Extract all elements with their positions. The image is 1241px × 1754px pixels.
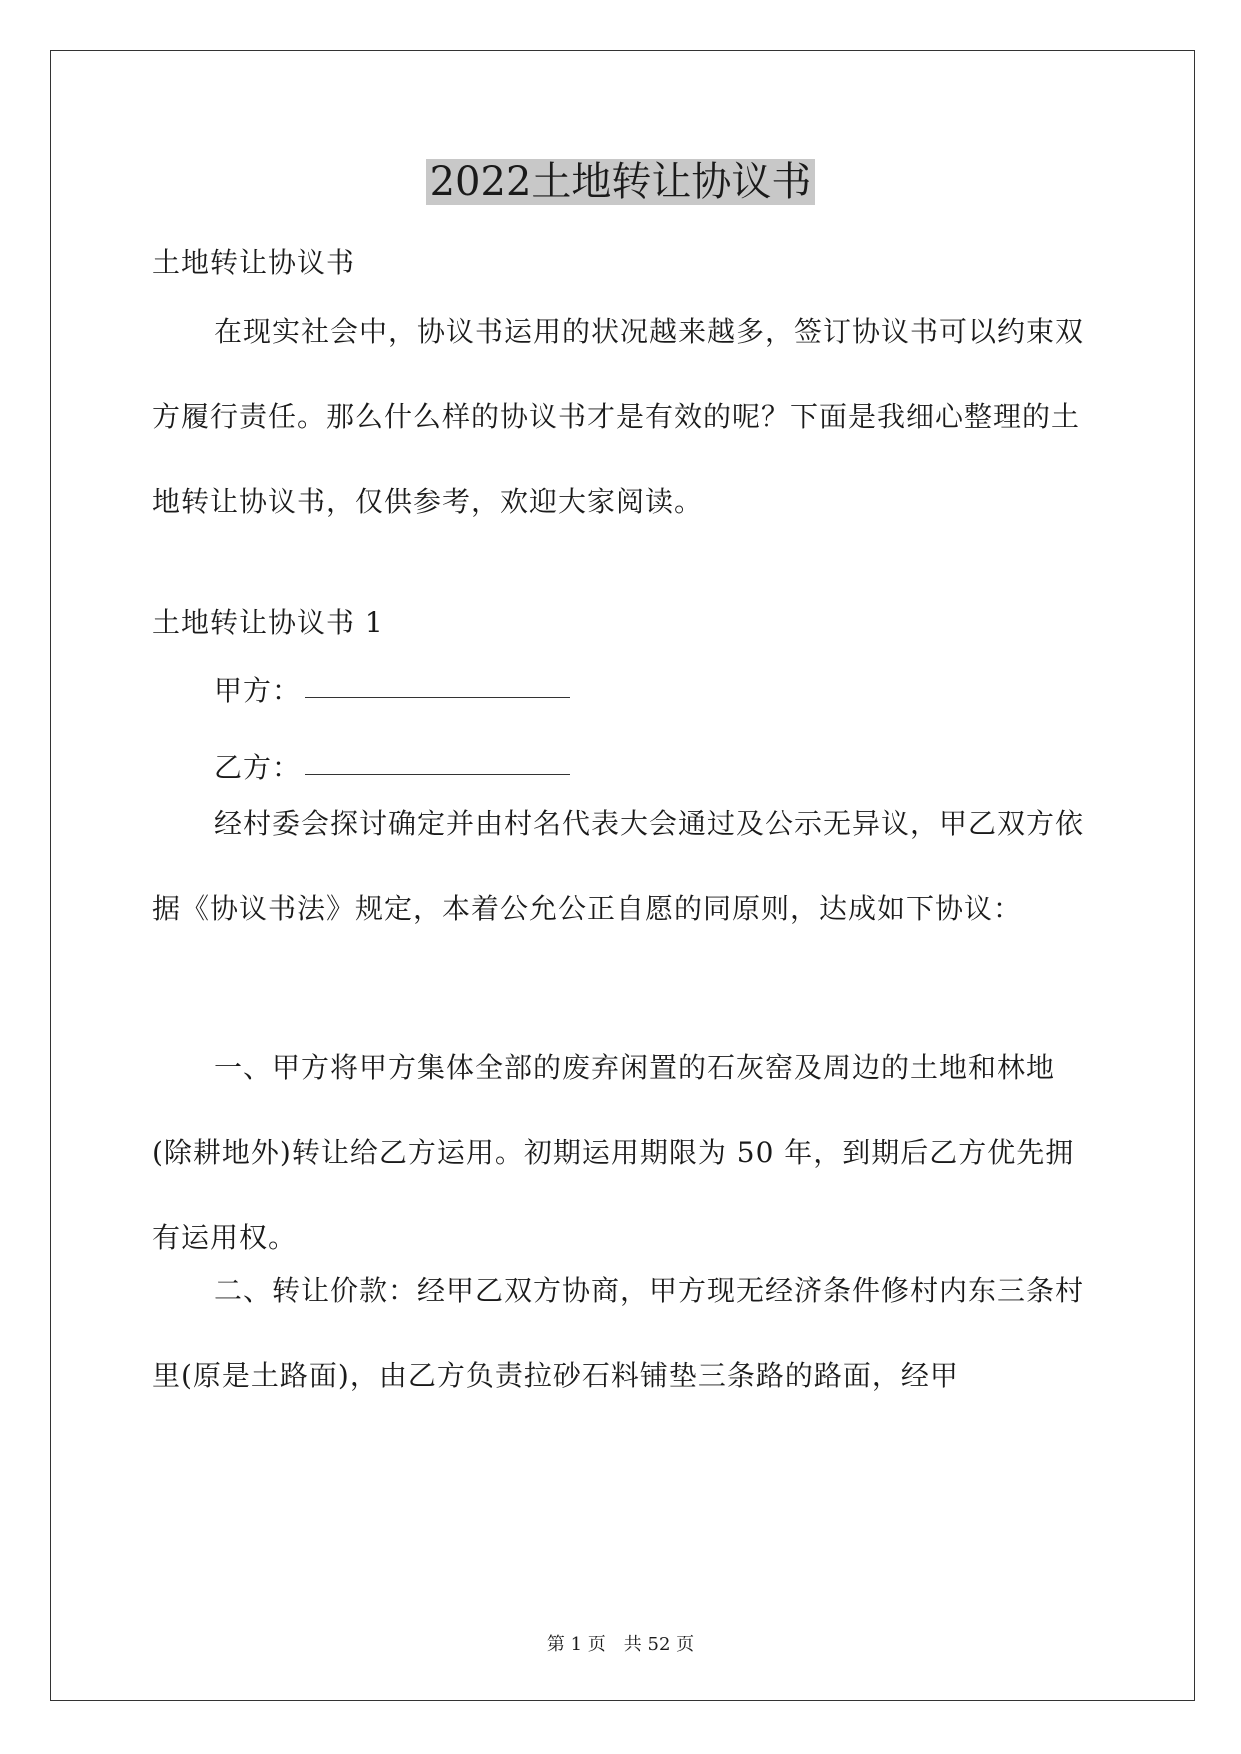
party-b-blank-field: [305, 773, 570, 775]
party-a-line: [152, 671, 1092, 711]
party-b-label: 乙方：: [214, 751, 302, 784]
preamble-paragraph: 经村委会探讨确定并由村名代表大会通过及公示无异议，甲乙双方依据《协议书法》规定，本着公允公正自愿的同原则，达成如下协议：: [152, 807, 1085, 925]
party-a-blank-field: [305, 696, 570, 698]
document-title-text: 2022土地转让协议书: [426, 159, 816, 205]
intro-paragraph: 在现实社会中，协议书运用的状况越来越多，签订协议书可以约束双方履行责任。那么什么样的协议书才是有效的呢？下面是我细心整理的土地转让协议书，仅供参考，欢迎大家阅读。: [152, 315, 1085, 518]
party-a-label: 甲方：: [214, 674, 302, 707]
clause-2-paragraph: 二、转让价款：经甲乙双方协商，甲方现无经济条件修村内东三条村里(原是土路面)，由乙方负责拉砂石料铺垫三条路的路面，经甲: [152, 1274, 1085, 1392]
document-subtitle: 土地转让协议书: [152, 246, 356, 279]
page-footer: 第 1 页 共 52 页: [546, 1634, 695, 1655]
section-heading: 土地转让协议书 1: [152, 606, 384, 639]
clause-1-paragraph: 一、甲方将甲方集体全部的废弃闲置的石灰窑及周边的土地和林地(除耕地外)转让给乙方运用。初期运用期限为 50 年，到期后乙方优先拥有运用权。: [152, 1051, 1075, 1254]
document-title: [0, 152, 1241, 212]
